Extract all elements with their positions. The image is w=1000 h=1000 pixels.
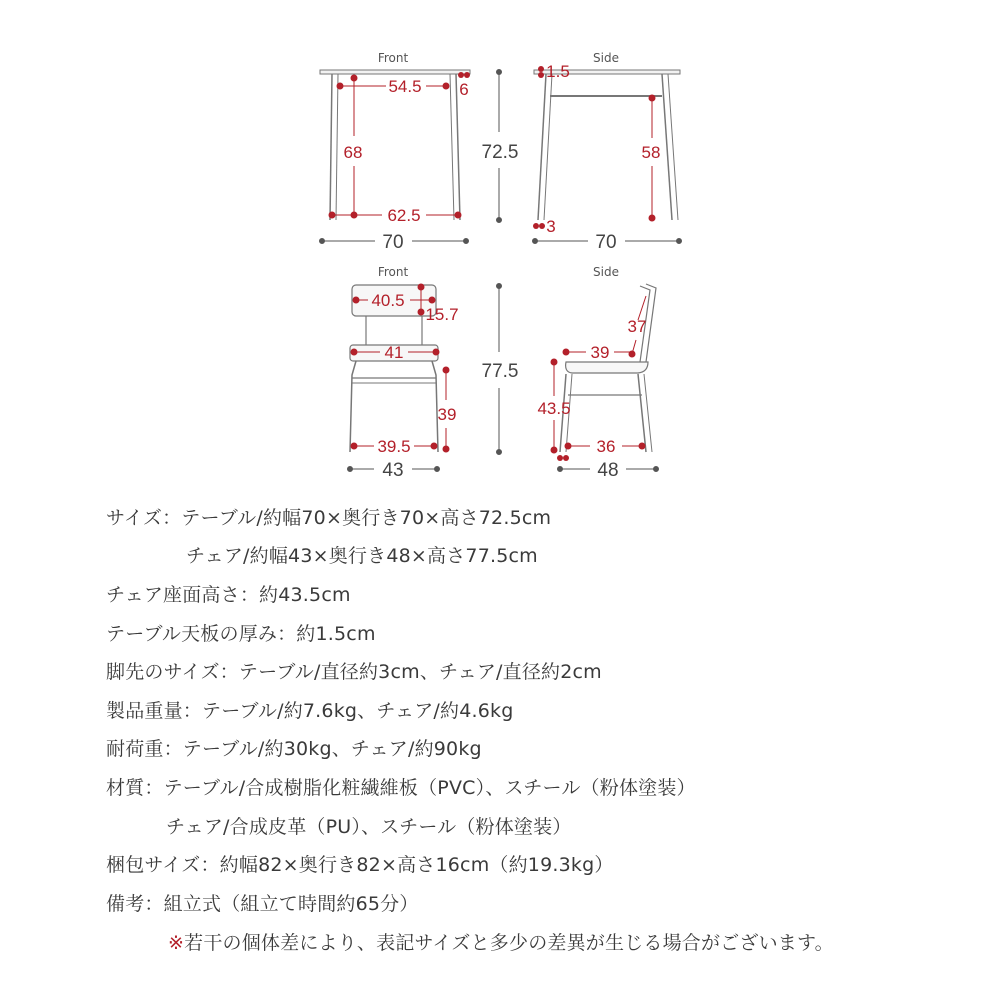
- spec-weight: 製品重量：テーブル/約7.6kg、チェア/約4.6kg: [106, 700, 514, 722]
- spec-seat-height: チェア座面高さ：約43.5cm: [106, 584, 351, 606]
- dim-chair-total-width-label: 43: [382, 460, 404, 481]
- dim-chair-height-label: 77.5: [481, 361, 519, 382]
- spec-remarks: 備考：組立式（組立て時間約65分）: [106, 893, 419, 915]
- dim-chair-foot: [557, 455, 569, 461]
- dim-chair-frame-height-label: 39: [437, 405, 457, 424]
- table-front-label: Front: [377, 51, 409, 65]
- dim-table-height-label: 72.5: [481, 142, 519, 163]
- note-text: 若干の個体差により、表記サイズと多少の差異が生じる場合がございます。: [184, 932, 834, 954]
- spec-size-table: サイズ：テーブル/約幅70×奥行き70×高さ72.5cm: [106, 507, 552, 529]
- spec-size-chair: チェア/約幅43×奥行き48×高さ77.5cm: [186, 545, 538, 567]
- spec-table-thickness: テーブル天板の厚み：約1.5cm: [106, 623, 376, 645]
- dim-chair-back-height-label: 15.7: [425, 305, 459, 324]
- table-front-leg-left: [330, 74, 332, 220]
- table-front-top: [320, 70, 470, 74]
- dim-chair-back-width-label: 40.5: [371, 291, 405, 310]
- dim-table-height-inner-label: 68: [343, 143, 363, 162]
- chair-front-label: Front: [377, 265, 409, 279]
- dim-table-bottom-inner-label: 62.5: [387, 206, 421, 225]
- dim-chair-seat-depth-label: 39: [590, 343, 610, 362]
- dim-chair-seat-width-label: 41: [384, 343, 404, 362]
- dim-chair-bottom-inner-label: 39.5: [377, 437, 411, 456]
- dimension-drawing: [0, 0, 1000, 490]
- spec-note: [168, 928, 834, 955]
- dim-chair-seat-height-label: 43.5: [537, 399, 571, 418]
- chair-side-seat: [566, 362, 648, 373]
- dim-chair-total-depth-label: 48: [597, 460, 619, 481]
- dim-table-stretcher-label: 58: [641, 143, 661, 162]
- dim-table-foot: [533, 223, 545, 229]
- dim-chair-back-length-label: 37: [627, 317, 647, 336]
- dim-chair-bottom-depth-label: 36: [596, 437, 616, 456]
- dim-table-top-thickness-label: 1.5: [546, 62, 570, 81]
- dim-table-foot-label: 3: [546, 217, 556, 236]
- dim-table-total-width-label: 70: [382, 232, 404, 253]
- table-side-label: Side: [593, 51, 619, 65]
- spec-material-chair: チェア/合成皮革（PU）、スチール（粉体塗装）: [166, 816, 572, 838]
- spec-package: 梱包サイズ：約幅82×奥行き82×高さ16cm（約19.3kg）: [106, 854, 614, 876]
- dim-table-total-depth-label: 70: [595, 232, 617, 253]
- spec-foot-size: 脚先のサイズ：テーブル/直径約3cm、チェア/直径約2cm: [106, 661, 602, 683]
- chair-side-label: Side: [593, 265, 619, 279]
- note-mark: ※: [168, 932, 185, 954]
- dim-table-top-edge-label: 6: [459, 80, 469, 99]
- spec-load: 耐荷重：テーブル/約30kg、チェア/約90kg: [106, 738, 482, 760]
- spec-material-table: 材質：テーブル/合成樹脂化粧繊維板（PVC）、スチール（粉体塗装）: [106, 777, 696, 799]
- dim-table-top-inner-label: 54.5: [388, 77, 422, 96]
